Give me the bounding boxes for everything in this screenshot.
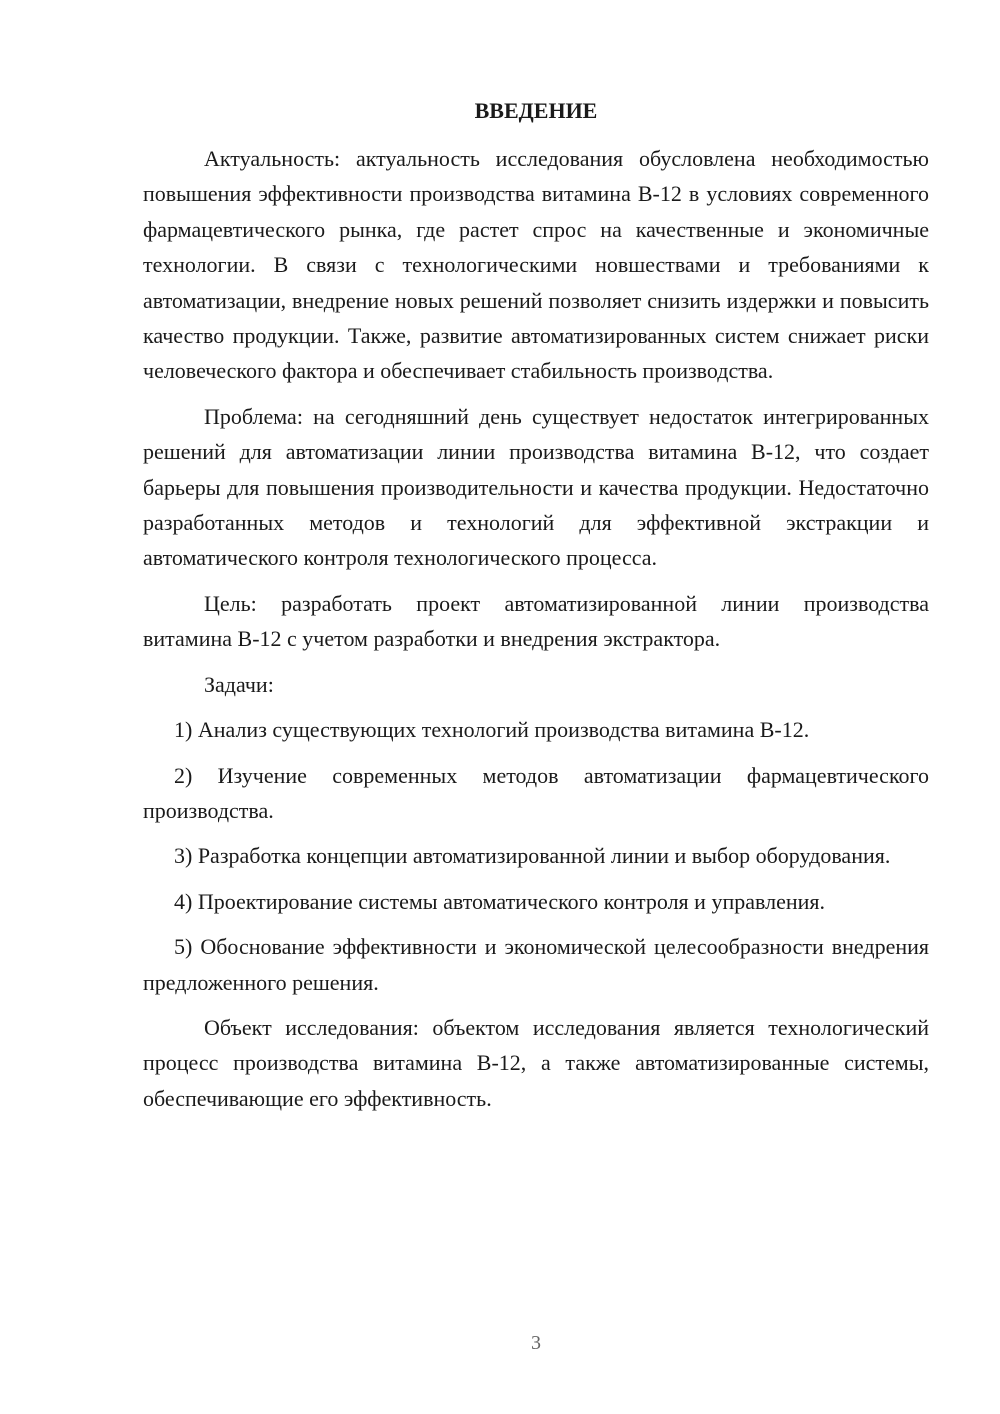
task-item-4: 4) Проектирование системы автоматического контроля и управления. xyxy=(174,888,825,914)
task-item-3: 3) Разработка концепции автоматизированной линии и выбор оборудования. xyxy=(174,843,891,869)
task-item-5: 5) Обоснование эффективности и экономической целесообразности внедрения предложенного решения. xyxy=(143,934,929,995)
object-paragraph: Объект исследования: объектом исследования является технологический процесс производства витамина В-12, а также автоматизированные системы, обеспечивающие его эффективность. xyxy=(143,1014,929,1111)
document-body xyxy=(143,141,929,1126)
task-item-2: 2) Изучение современных методов автоматизации фармацевтического производства. xyxy=(143,762,929,823)
section-heading: ВВЕДЕНИЕ xyxy=(474,98,598,123)
problem-paragraph: Проблема: на сегодняшний день существует недостаток интегрированных решений для автоматизации линии производства витамина В-12, что создает барьеры для повышения производительности и качества продукции. Недостаточно разработанных методов и технологий для эффективной экстракции и автоматического контроля технологического процесса. xyxy=(143,403,929,571)
task-item-1: 1) Анализ существующих технологий производства витамина В-12. xyxy=(174,717,810,743)
goal-paragraph: Цель: разработать проект автоматизированной линии производства витамина В-12 с учетом разработки и внедрения экстрактора. xyxy=(143,590,929,652)
relevance-paragraph: Актуальность: актуальность исследования обусловлена необходимостью повышения эффективности производства витамина В-12 в условиях современного фармацевтического рынка, где растет спрос на качественные и экономичные технологии. В связи с технологическими новшествами и требованиями к автоматизации, внедрение новых решений позволяет снизить издержки и повысить качество продукции. Также, развитие автоматизированных систем снижает риски человеческого фактора и обеспечивает стабильность производства. xyxy=(143,146,929,384)
page-number: 3 xyxy=(531,1332,541,1354)
tasks-label: Задачи: xyxy=(204,671,274,697)
